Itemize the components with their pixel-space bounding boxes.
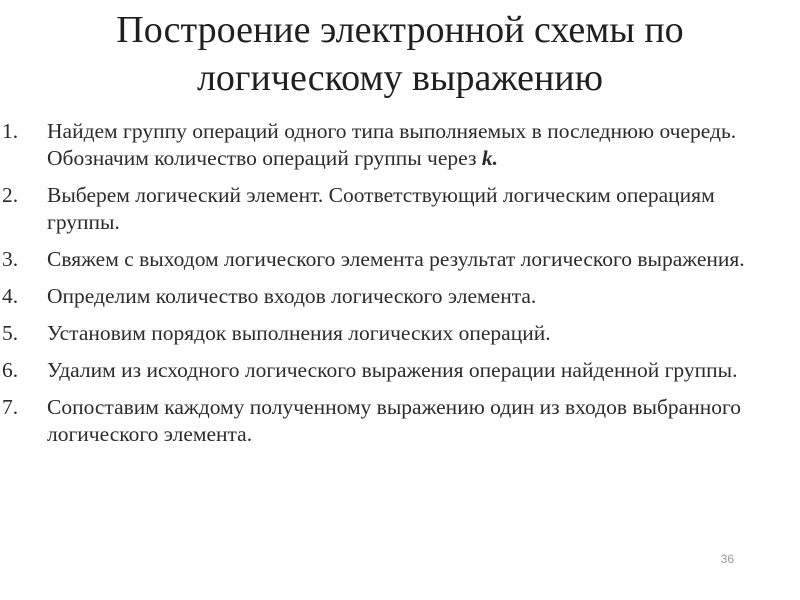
steps-list [0, 118, 790, 458]
list-item-text: Выберем логический элемент. Соответствующий логическим операциям группы. [47, 183, 715, 234]
list-item-6 [0, 357, 790, 384]
list-item-7 [0, 394, 790, 448]
variable-k: k. [481, 146, 498, 170]
list-item-text: Найдем группу операций одного типа выполняемых в последнюю очередь. Обозначим количество операций группы через [47, 119, 737, 170]
list-item-5 [0, 320, 790, 347]
list-item-text: Сопоставим каждому полученному выражению один из входов выбранного логического элемента. [47, 395, 742, 446]
list-item-2 [0, 182, 790, 236]
page-number: 36 [720, 552, 734, 566]
list-item-number: 4. [2, 284, 19, 308]
list-item-3 [0, 246, 790, 273]
list-item-number: 2. [2, 183, 19, 207]
list-item-4 [0, 283, 790, 310]
list-item-number: 7. [2, 395, 19, 419]
list-item-number: 3. [2, 247, 19, 271]
list-item-number: 6. [2, 358, 19, 382]
list-item-text: Удалим из исходного логического выражения операции найденной группы. [47, 358, 738, 382]
list-item-number: 5. [2, 321, 19, 345]
list-item-1 [0, 118, 790, 172]
list-item-text: Установим порядок выполнения логических операций. [47, 321, 551, 345]
list-item-text: Свяжем с выходом логического элемента результат логического выражения. [47, 247, 745, 271]
slide-title: Построение электронной схемы по логическому выражению [116, 9, 684, 99]
list-item-text: Определим количество входов логического элемента. [47, 284, 537, 308]
list-item-number: 1. [2, 119, 19, 143]
